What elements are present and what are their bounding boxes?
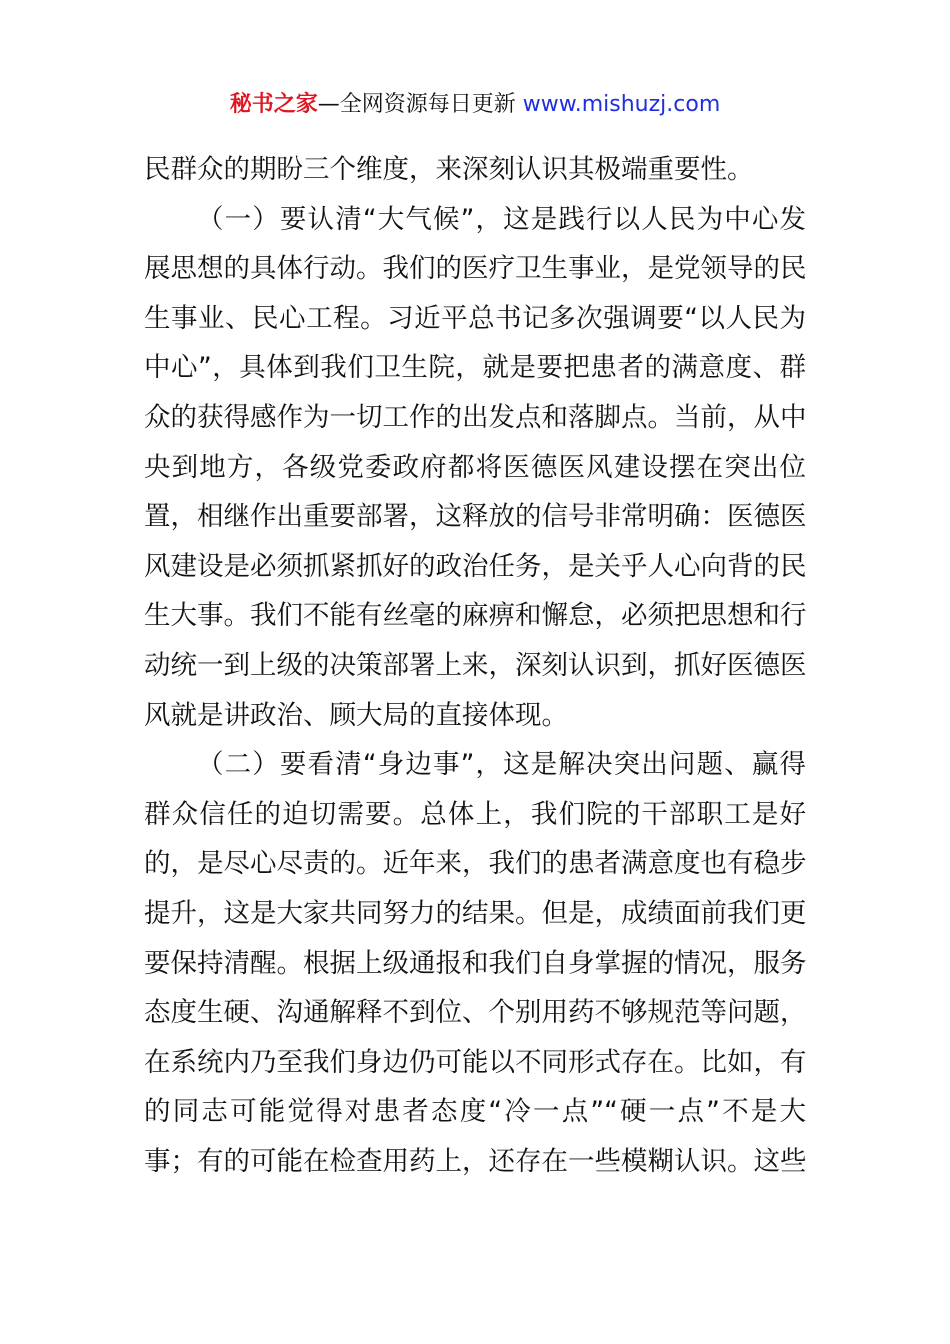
page-header bbox=[0, 88, 950, 122]
document-body bbox=[144, 145, 806, 1186]
text-line: 中心”，具体到我们卫生院，就是要把患者的满意度、群 bbox=[144, 352, 806, 384]
text-line: 生事业、民心工程。习近平总书记多次强调要“以人民为 bbox=[144, 302, 806, 334]
text-line: 展思想的具体行动。我们的医疗卫生事业，是党领导的民 bbox=[144, 253, 806, 285]
text-line: 在系统内乃至我们身边仍可能以不同形式存在。比如，有 bbox=[144, 1046, 806, 1078]
text-line: 事；有的可能在检查用药上，还存在一些模糊认识。这些 bbox=[144, 1145, 806, 1177]
text-line: 的，是尽心尽责的。近年来，我们的患者满意度也有稳步 bbox=[144, 848, 806, 880]
text-line: 要保持清醒。根据上级通报和我们自身掌握的情况，服务 bbox=[144, 947, 806, 979]
text-line: 众的获得感作为一切工作的出发点和落脚点。当前，从中 bbox=[144, 401, 806, 433]
text-line: 央到地方，各级党委政府都将医德医风建设摆在突出位 bbox=[144, 451, 806, 483]
paragraph-heading-line: （一）要认清“大气候”，这是践行以人民为中心发 bbox=[197, 203, 806, 235]
text-line: 提升，这是大家共同努力的结果。但是，成绩面前我们更 bbox=[144, 897, 806, 929]
site-url[interactable]: www.mishuzj.com bbox=[522, 92, 721, 117]
text-line: 民群众的期盼三个维度，来深刻认识其极端重要性。 bbox=[144, 154, 754, 185]
header-tagline: —全网资源每日更新 bbox=[317, 92, 523, 117]
text-line: 风就是讲政治、顾大局的直接体现。 bbox=[144, 699, 568, 731]
text-line: 风建设是必须抓紧抓好的政治任务，是关乎人心向背的民 bbox=[144, 550, 806, 582]
text-line: 动统一到上级的决策部署上来，深刻认识到，抓好医德医 bbox=[144, 649, 806, 681]
text-line: 态度生硬、沟通解释不到位、个别用药不够规范等问题， bbox=[144, 997, 806, 1029]
text-line: 的同志可能觉得对患者态度“冷一点”“硬一点”不是大 bbox=[144, 1096, 806, 1128]
text-line: 生大事。我们不能有丝毫的麻痹和懈怠，必须把思想和行 bbox=[144, 600, 806, 632]
paragraph-heading-line: （二）要看清“身边事”，这是解决突出问题、赢得 bbox=[197, 749, 806, 781]
text-line: 群众信任的迫切需要。总体上，我们院的干部职工是好 bbox=[144, 798, 806, 830]
text-line: 置，相继作出重要部署，这释放的信号非常明确：医德医 bbox=[144, 501, 806, 533]
brand-name: 秘书之家 bbox=[229, 92, 318, 117]
